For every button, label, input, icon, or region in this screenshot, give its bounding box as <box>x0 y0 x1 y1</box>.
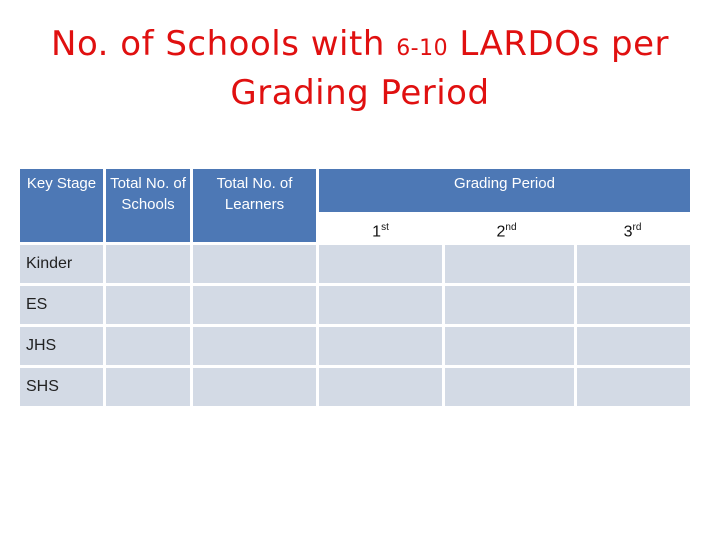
cell-period-3 <box>577 327 690 365</box>
cell-total-schools <box>106 368 190 406</box>
period-2-number: 2 <box>496 223 506 241</box>
cell-period-1 <box>319 327 442 365</box>
row-label: Kinder <box>26 255 73 272</box>
slide-title <box>0 22 720 115</box>
cell-period-3 <box>577 368 690 406</box>
title-range: 6-10 <box>396 36 449 61</box>
cell-period-2 <box>445 245 574 283</box>
cell-key-stage <box>20 286 103 324</box>
period-1-suffix: st <box>381 222 389 233</box>
title-line2: Grading Period <box>230 73 490 113</box>
cell-period-1 <box>319 245 442 283</box>
cell-period-2 <box>445 368 574 406</box>
row-label: JHS <box>26 337 57 354</box>
cell-total-schools <box>106 245 190 283</box>
period-1 <box>319 222 442 241</box>
cell-period-1 <box>319 368 442 406</box>
header-grading-period: Grading Period <box>319 169 690 212</box>
cell-total-schools <box>106 327 190 365</box>
cell-key-stage <box>20 327 103 365</box>
cell-key-stage <box>20 368 103 406</box>
cell-period-2 <box>445 286 574 324</box>
cell-period-1 <box>319 286 442 324</box>
cell-period-3 <box>577 245 690 283</box>
header-total-schools: Total No. of Schools <box>106 169 190 242</box>
header-total-learners: Total No. of Learners <box>193 169 316 242</box>
row-label: ES <box>26 296 48 313</box>
period-2 <box>445 222 568 241</box>
cell-period-3 <box>577 286 690 324</box>
period-2-suffix: nd <box>505 222 517 233</box>
period-1-number: 1 <box>372 223 382 241</box>
cell-period-2 <box>445 327 574 365</box>
cell-key-stage <box>20 245 103 283</box>
grading-period-subheader <box>319 212 690 242</box>
row-label: SHS <box>26 378 59 395</box>
cell-total-schools <box>106 286 190 324</box>
period-3-suffix: rd <box>632 222 642 233</box>
title-part2: LARDOs per <box>448 24 669 64</box>
header-key-stage: Key Stage <box>20 169 103 242</box>
cell-total-learners <box>193 245 316 283</box>
cell-total-learners <box>193 327 316 365</box>
period-3-number: 3 <box>623 223 633 241</box>
period-3 <box>571 222 694 241</box>
cell-total-learners <box>193 286 316 324</box>
title-part1: No. of Schools with <box>51 24 397 64</box>
cell-total-learners <box>193 368 316 406</box>
